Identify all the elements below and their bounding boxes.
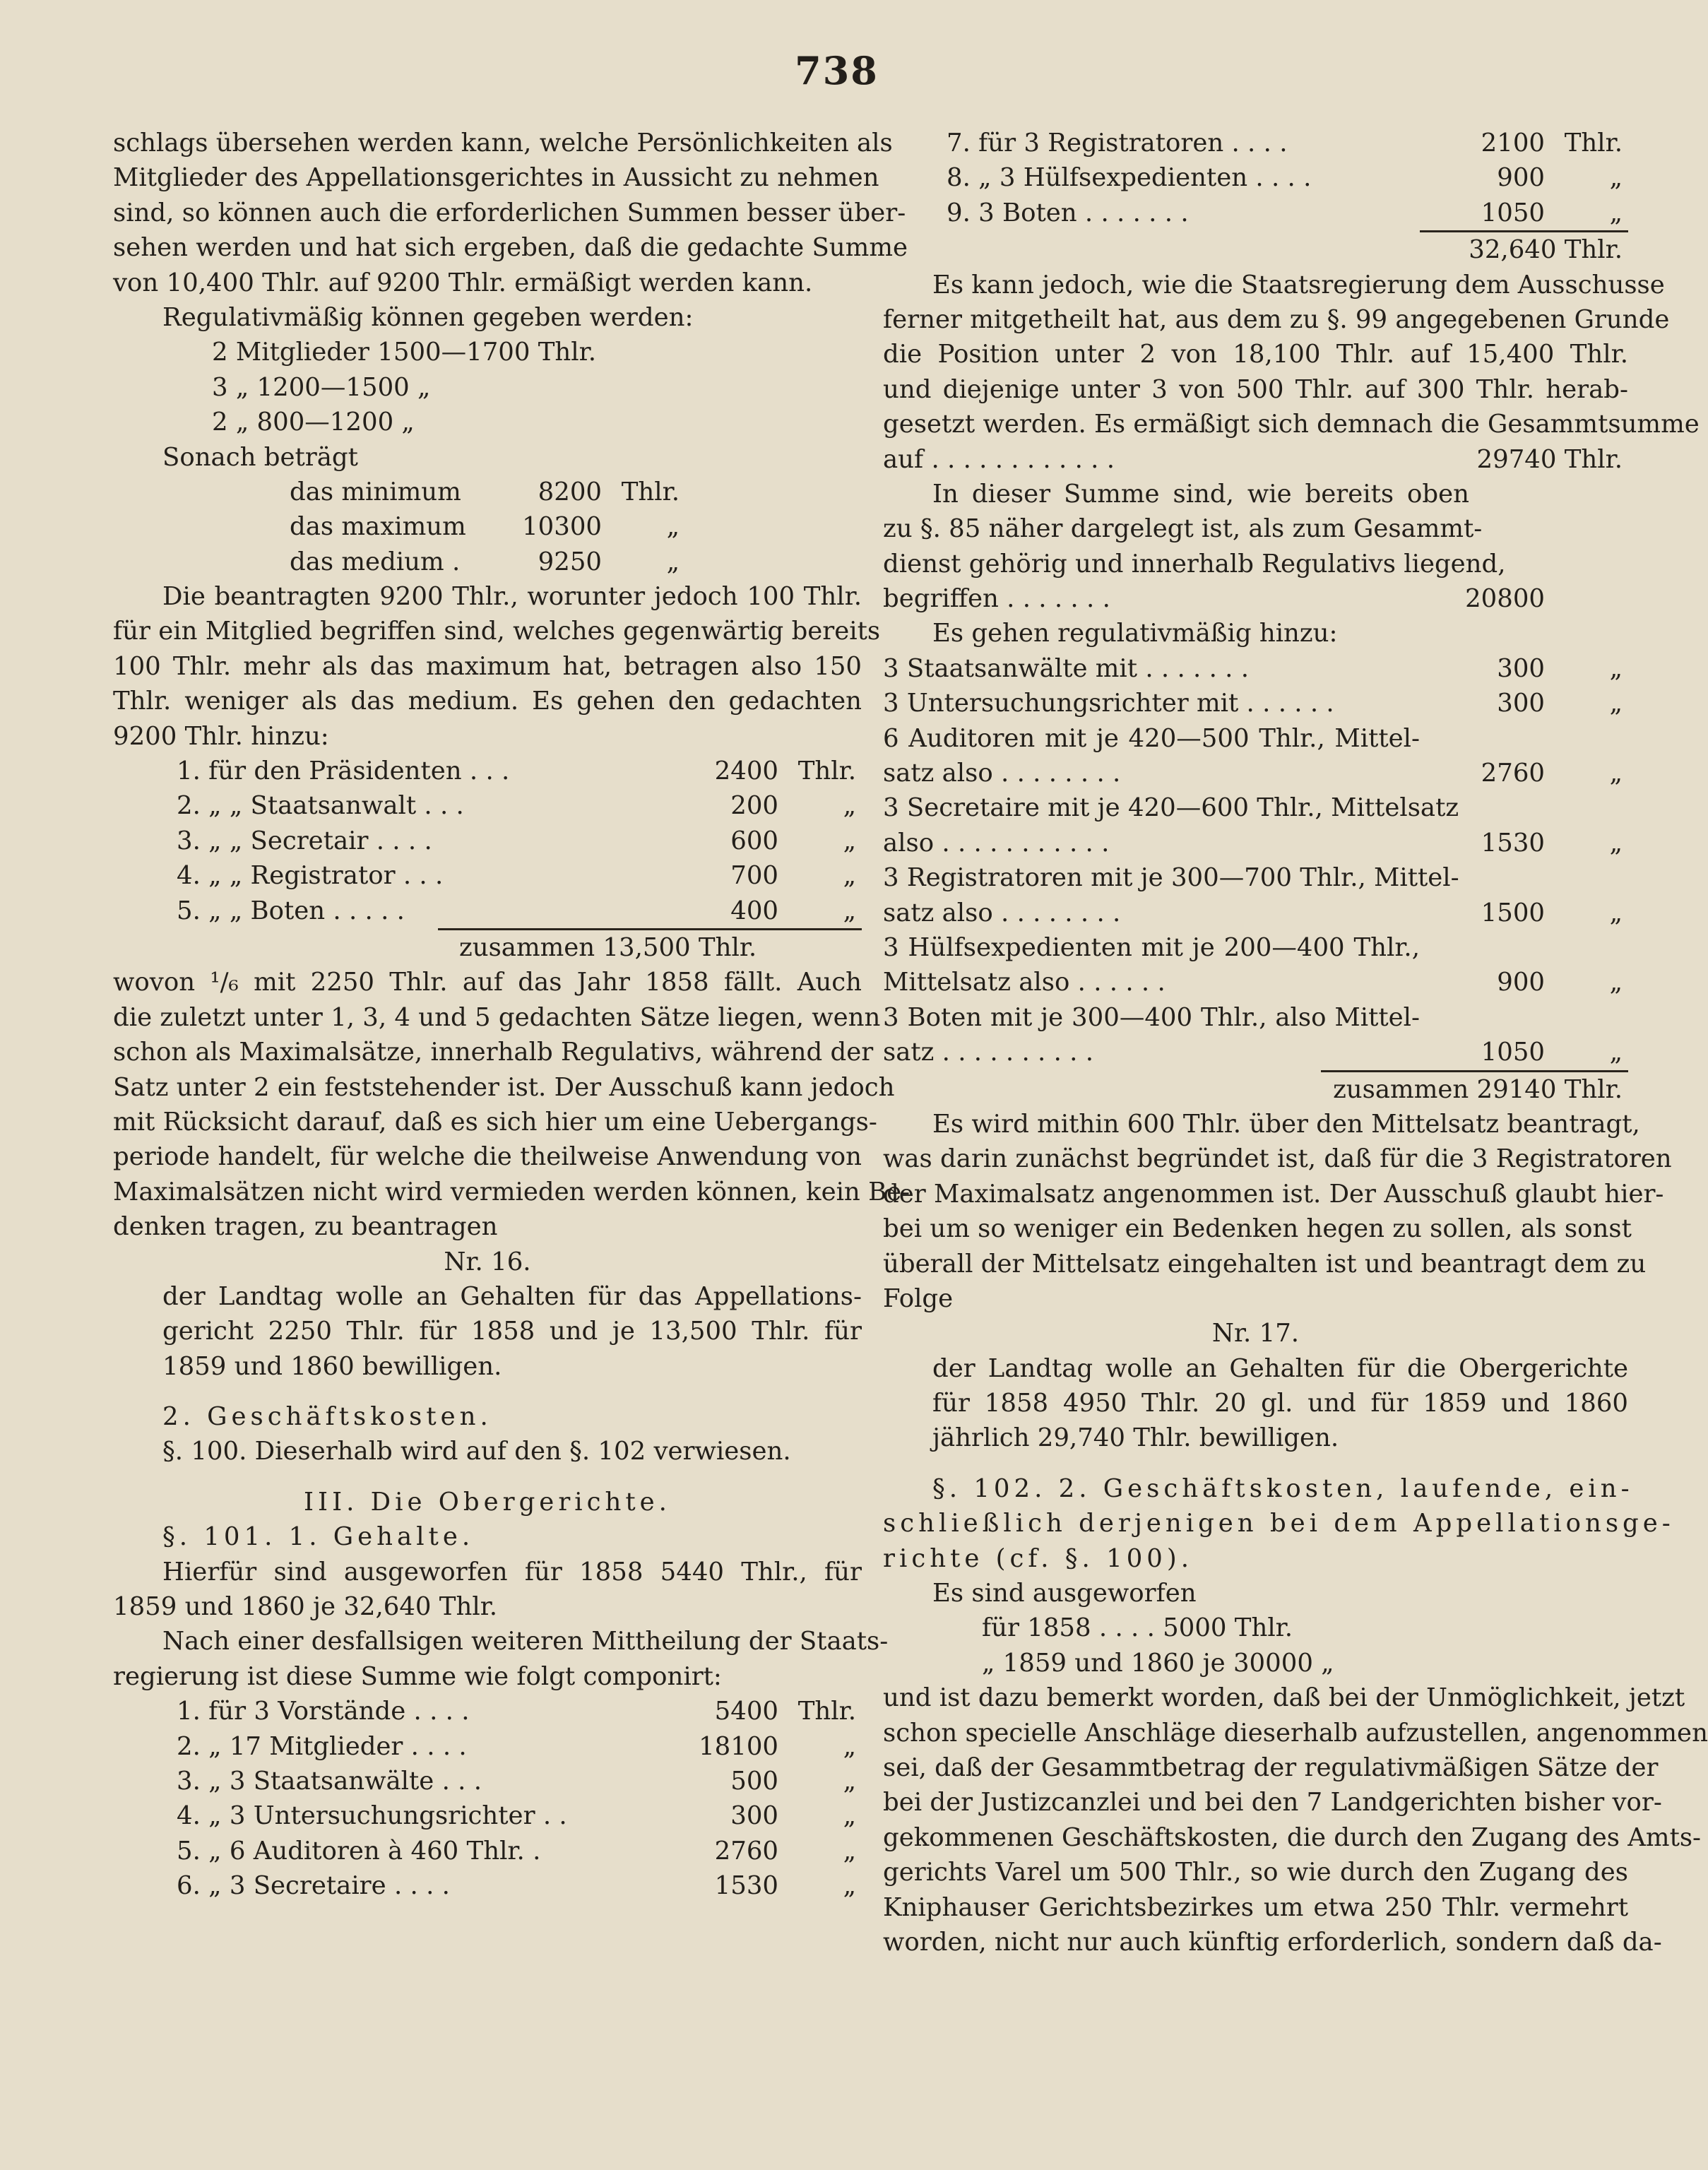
item-unit: „ xyxy=(843,826,856,855)
composition-row xyxy=(113,1798,862,1833)
text-line: gesetzt werden. Es ermäßigt sich demnach die Gesammtsumme xyxy=(883,410,1700,439)
left-column xyxy=(113,126,911,1904)
text-line: Hierfür sind ausgeworfen für 1858 5440 Thlr., für xyxy=(162,1557,862,1587)
text-line: von 10,400 Thlr. auf 9200 Thlr. ermäßigt werden kann. xyxy=(113,268,813,297)
regulation-value: 1050 xyxy=(1481,1038,1545,1067)
text-line: überall der Mittelsatz eingehalten ist und beantragt dem zu xyxy=(883,1249,1647,1279)
composition-value: 18100 xyxy=(699,1731,778,1761)
text-line: Mitglieder des Appellationsgerichtes in Aussicht zu nehmen xyxy=(113,163,879,193)
regulation-row: 3 „ 1200—1500 „ xyxy=(212,372,431,402)
text-line: Die beantragten 9200 Thlr., worunter jedoch 100 Thlr. xyxy=(162,582,862,612)
regulation-unit: „ xyxy=(1609,689,1623,718)
stat-value: 10300 xyxy=(522,512,602,542)
composition-value: 2100 xyxy=(1481,129,1545,158)
text-line: was darin zunächst begründet ist, daß für die 3 Registratoren xyxy=(883,1144,1672,1174)
item-row xyxy=(113,858,862,893)
item-label: 5. „ „ Boten . . . . . xyxy=(177,896,405,925)
regulation-label: Mittelsatz also . . . . . . xyxy=(883,968,1166,997)
item-label: 3. „ „ Secretair . . . . xyxy=(177,826,432,855)
regulation-label: also . . . . . . . . . . . xyxy=(883,828,1110,858)
text-line: periode handelt, für welche die theilweise Anwendung von xyxy=(113,1142,862,1172)
motion-text: der Landtag wolle an Gehalten für das Appellations- xyxy=(162,1281,862,1311)
regulation-row xyxy=(883,826,1628,860)
paragraph-heading: §. 101. 1. Gehalte. xyxy=(162,1522,475,1552)
item-value: 600 xyxy=(730,826,778,855)
item-label: 4. „ „ Registrator . . . xyxy=(177,861,444,891)
text-line: worden, nicht nur auch künftig erforderlich, sondern daß da- xyxy=(883,1927,1662,1957)
stat-label: das medium . xyxy=(290,547,461,576)
text-line: 100 Thlr. mehr als das maximum hat, betragen also 150 xyxy=(113,651,862,681)
composition-row xyxy=(883,196,1628,230)
composition-label: 7. für 3 Registratoren . . . . xyxy=(947,129,1288,158)
item-unit: „ xyxy=(843,896,856,925)
composition-row xyxy=(883,160,1628,195)
text-line: Es wird mithin 600 Thlr. über den Mittelsatz beantragt, xyxy=(932,1109,1640,1139)
sum-label: auf . . . . . . . . . . . . xyxy=(883,444,1115,474)
regulation-label: 3 Registratoren mit je 300—700 Thlr., Mittel- xyxy=(883,863,1459,893)
text-line: für ein Mitglied begriffen sind, welches gegenwärtig bereits xyxy=(113,617,881,646)
composition-row xyxy=(883,126,1628,160)
text-line: Es sind ausgeworfen xyxy=(932,1579,1197,1608)
regulation-value: 900 xyxy=(1497,968,1545,997)
text-line: Es gehen regulativmäßig hinzu: xyxy=(932,619,1338,648)
regulation-row xyxy=(883,651,1628,686)
text-line: sei, daß der Gesammtbetrag der regulativmäßigen Sätze der xyxy=(883,1753,1659,1782)
motion-text: 1859 und 1860 bewilligen. xyxy=(162,1351,502,1381)
composition-value: 500 xyxy=(730,1766,778,1796)
text-line: gekommenen Geschäftskosten, die durch den Zugang des Amts- xyxy=(883,1822,1702,1852)
total-line: zusammen 29140 Thlr. xyxy=(1333,1074,1623,1104)
regulation-label: 3 Untersuchungsrichter mit . . . . . . xyxy=(883,689,1334,718)
stat-value: 8200 xyxy=(538,477,602,506)
composition-unit: „ xyxy=(1609,163,1623,193)
page-number: 738 xyxy=(795,48,879,93)
composition-value: 900 xyxy=(1497,163,1545,193)
composition-label: 4. „ 3 Untersuchungsrichter . . xyxy=(177,1801,567,1831)
text-line: schon als Maximalsätze, innerhalb Regulativs, während der xyxy=(113,1038,874,1067)
regulation-value: 1500 xyxy=(1481,898,1545,927)
regulation-row xyxy=(883,756,1628,790)
section-heading: III. Die Obergerichte. xyxy=(304,1487,671,1517)
text-line: und ist dazu bemerkt worden, daß bei der Unmöglichkeit, jetzt xyxy=(883,1683,1685,1713)
composition-unit: Thlr. xyxy=(797,1697,856,1726)
regulation-label: satz also . . . . . . . . xyxy=(883,759,1121,788)
sum-label: begriffen . . . . . . . xyxy=(883,584,1110,614)
motion-number: Nr. 16. xyxy=(444,1247,531,1276)
sum-unit xyxy=(1545,581,1628,616)
item-row xyxy=(113,824,862,858)
composition-label: 5. „ 6 Auditoren à 460 Thlr. . xyxy=(177,1836,541,1866)
text-line: schon specielle Anschläge dieserhalb aufzustellen, angenommen xyxy=(883,1718,1708,1748)
item-row xyxy=(113,788,862,823)
composition-unit: „ xyxy=(843,1801,856,1831)
composition-row xyxy=(113,1868,862,1903)
regulation-label: 3 Staatsanwälte mit . . . . . . . xyxy=(883,653,1250,683)
text-line: gerichts Varel um 500 Thlr., so wie durch den Zugang des xyxy=(883,1858,1628,1887)
regulation-value: 2760 xyxy=(1481,759,1545,788)
text-line: regierung ist diese Summe wie folgt componirt: xyxy=(113,1661,722,1691)
stat-unit: Thlr. xyxy=(621,477,680,506)
text-line: wovon ¹/₆ mit 2250 Thlr. auf das Jahr 1858 fällt. Auch xyxy=(113,968,862,997)
motion-text: für 1858 4950 Thlr. 20 gl. und für 1859 und 1860 xyxy=(932,1389,1628,1418)
paragraph-heading: schließlich derjenigen bei dem Appellationsge- xyxy=(883,1509,1675,1538)
text-line: sehen werden und hat sich ergeben, daß die gedachte Summe xyxy=(113,233,908,263)
regulation-unit: „ xyxy=(1609,1038,1623,1067)
item-unit: „ xyxy=(843,861,856,891)
text-line: Maximalsätzen nicht wird vermieden werden können, kein Be- xyxy=(113,1177,911,1206)
regulation-label: 3 Boten mit je 300—400 Thlr., also Mittel- xyxy=(883,1002,1420,1032)
regulation-label: satz . . . . . . . . . . xyxy=(883,1038,1094,1067)
total-line: zusammen 13,500 Thlr. xyxy=(459,932,757,962)
composition-label: 8. „ 3 Hülfsexpedienten . . . . xyxy=(947,163,1312,193)
text-line: sind, so können auch die erforderlichen Summen besser über- xyxy=(113,198,906,227)
composition-label: 6. „ 3 Secretaire . . . . xyxy=(177,1871,450,1901)
text-line: zu §. 85 näher dargelegt ist, als zum Gesammt- xyxy=(883,514,1483,544)
regulation-row xyxy=(883,686,1628,721)
composition-label: 9. 3 Boten . . . . . . . xyxy=(947,198,1189,227)
regulation-row xyxy=(883,965,1628,1000)
item-row xyxy=(113,754,862,788)
composition-label: 2. „ 17 Mitglieder . . . . xyxy=(177,1731,467,1761)
regulation-label: satz also . . . . . . . . xyxy=(883,898,1121,927)
text-line: dienst gehörig und innerhalb Regulativs liegend, xyxy=(883,549,1506,579)
sum-row xyxy=(883,442,1628,477)
total-line: 32,640 Thlr. xyxy=(1469,235,1623,265)
text-line: In dieser Summe sind, wie bereits oben xyxy=(932,479,1469,509)
year-row: „ 1859 und 1860 je 30000 „ xyxy=(982,1648,1334,1678)
stat-unit: „ xyxy=(666,512,680,542)
text-line: Nach einer desfallsigen weiteren Mittheilung der Staats- xyxy=(162,1627,889,1656)
regulation-value: 300 xyxy=(1497,653,1545,683)
composition-unit: „ xyxy=(1609,198,1623,227)
regulation-unit: „ xyxy=(1609,653,1623,683)
sum-value: 20800 xyxy=(1465,584,1545,614)
year-row: für 1858 . . . . 5000 Thlr. xyxy=(982,1613,1293,1643)
composition-unit: Thlr. xyxy=(1564,129,1623,158)
composition-unit: „ xyxy=(843,1871,856,1901)
regulation-label: 3 Secretaire mit je 420—600 Thlr., Mittelsatz xyxy=(883,793,1459,823)
stat-value: 9250 xyxy=(538,547,602,576)
composition-row xyxy=(113,1764,862,1798)
regulation-value: 300 xyxy=(1497,689,1545,718)
item-unit: Thlr. xyxy=(797,757,856,786)
text-line: Es kann jedoch, wie die Staatsregierung dem Ausschusse xyxy=(932,270,1665,300)
text-line: der Maximalsatz angenommen ist. Der Ausschuß glaubt hier- xyxy=(883,1179,1664,1209)
text-line: Sonach beträgt xyxy=(162,442,358,472)
regulation-unit: „ xyxy=(1609,759,1623,788)
composition-row xyxy=(113,1694,862,1729)
sum-value: 29740 Thlr. xyxy=(1476,444,1623,474)
text-line: bei der Justizcanzlei und bei den 7 Landgerichten bisher vor- xyxy=(883,1788,1662,1818)
regulation-row xyxy=(883,1035,1628,1069)
composition-unit: „ xyxy=(843,1766,856,1796)
regulation-row: 2 „ 800—1200 „ xyxy=(212,408,415,437)
item-value: 200 xyxy=(730,791,778,821)
text-line: ferner mitgetheilt hat, aus dem zu §. 99 angegebenen Grunde xyxy=(883,304,1670,334)
text-line: denken tragen, zu beantragen xyxy=(113,1212,498,1242)
composition-value: 300 xyxy=(730,1801,778,1831)
text-line: 1859 und 1860 je 32,640 Thlr. xyxy=(113,1592,498,1622)
composition-unit: „ xyxy=(843,1731,856,1761)
composition-label: 1. für 3 Vorstände . . . . xyxy=(177,1697,470,1726)
stat-row xyxy=(113,475,685,509)
regulation-row xyxy=(883,896,1628,930)
composition-value: 5400 xyxy=(714,1697,778,1726)
text-line: 9200 Thlr. hinzu: xyxy=(113,721,329,751)
sum-row xyxy=(883,581,1628,616)
paragraph-ref: §. 100. Dieserhalb wird auf den §. 102 verwiesen. xyxy=(162,1437,791,1466)
item-value: 700 xyxy=(730,861,778,891)
text-line: Regulativmäßig können gegeben werden: xyxy=(162,302,694,332)
motion-text: gericht 2250 Thlr. für 1858 und je 13,500 Thlr. für xyxy=(162,1317,862,1346)
composition-unit: „ xyxy=(843,1836,856,1866)
text-line: Satz unter 2 ein feststehender ist. Der Ausschuß kann jedoch xyxy=(113,1072,895,1102)
stat-row xyxy=(113,545,685,579)
item-value: 400 xyxy=(730,896,778,925)
text-line: und diejenige unter 3 von 500 Thlr. auf 300 Thlr. herab- xyxy=(883,374,1628,404)
item-value: 2400 xyxy=(714,757,778,786)
regulation-unit: „ xyxy=(1609,898,1623,927)
regulation-label: 3 Hülfsexpedienten mit je 200—400 Thlr., xyxy=(883,932,1420,962)
item-label: 2. „ „ Staatsanwalt . . . xyxy=(177,791,464,821)
stat-label: das minimum xyxy=(290,477,461,506)
composition-value: 1530 xyxy=(714,1871,778,1901)
right-column xyxy=(883,126,1708,1959)
regulation-value: 1530 xyxy=(1481,828,1545,858)
composition-row xyxy=(113,1834,862,1868)
regulation-row: 2 Mitglieder 1500—1700 Thlr. xyxy=(212,338,596,367)
section-heading: 2. Geschäftskosten. xyxy=(162,1402,492,1432)
stat-label: das maximum xyxy=(290,512,466,542)
composition-row xyxy=(113,1729,862,1764)
composition-value: 1050 xyxy=(1481,198,1545,227)
regulation-unit: „ xyxy=(1609,828,1623,858)
motion-text: der Landtag wolle an Gehalten für die Obergerichte xyxy=(932,1353,1628,1383)
stat-unit: „ xyxy=(666,547,680,576)
paragraph-heading: §. 102. 2. Geschäftskosten, laufende, ein- xyxy=(932,1474,1634,1503)
item-unit: „ xyxy=(843,791,856,821)
motion-text: jährlich 29,740 Thlr. bewilligen. xyxy=(932,1423,1339,1453)
regulation-label: 6 Auditoren mit je 420—500 Thlr., Mittel- xyxy=(883,723,1420,753)
text-line: mit Rücksicht darauf, daß es sich hier um eine Uebergangs- xyxy=(113,1107,877,1137)
text-line: bei um so weniger ein Bedenken hegen zu sollen, als sonst xyxy=(883,1214,1632,1244)
text-line: die zuletzt unter 1, 3, 4 und 5 gedachten Sätze liegen, wenn xyxy=(113,1002,881,1032)
composition-label: 3. „ 3 Staatsanwälte . . . xyxy=(177,1766,482,1796)
text-line: die Position unter 2 von 18,100 Thlr. auf 15,400 Thlr. xyxy=(883,340,1628,369)
composition-value: 2760 xyxy=(714,1836,778,1866)
motion-number: Nr. 17. xyxy=(1211,1319,1300,1348)
text-line: schlags übersehen werden kann, welche Persönlichkeiten als xyxy=(113,129,893,158)
item-label: 1. für den Präsidenten . . . xyxy=(177,757,510,786)
item-row xyxy=(113,894,862,928)
regulation-unit: „ xyxy=(1609,968,1623,997)
stat-row xyxy=(113,509,685,544)
text-line: Folge xyxy=(883,1283,954,1313)
text-line: Thlr. weniger als das medium. Es gehen den gedachten xyxy=(113,687,862,716)
paragraph-heading: richte (cf. §. 100). xyxy=(883,1543,1194,1573)
text-line: Kniphauser Gerichtsbezirkes um etwa 250 Thlr. vermehrt xyxy=(883,1892,1628,1922)
